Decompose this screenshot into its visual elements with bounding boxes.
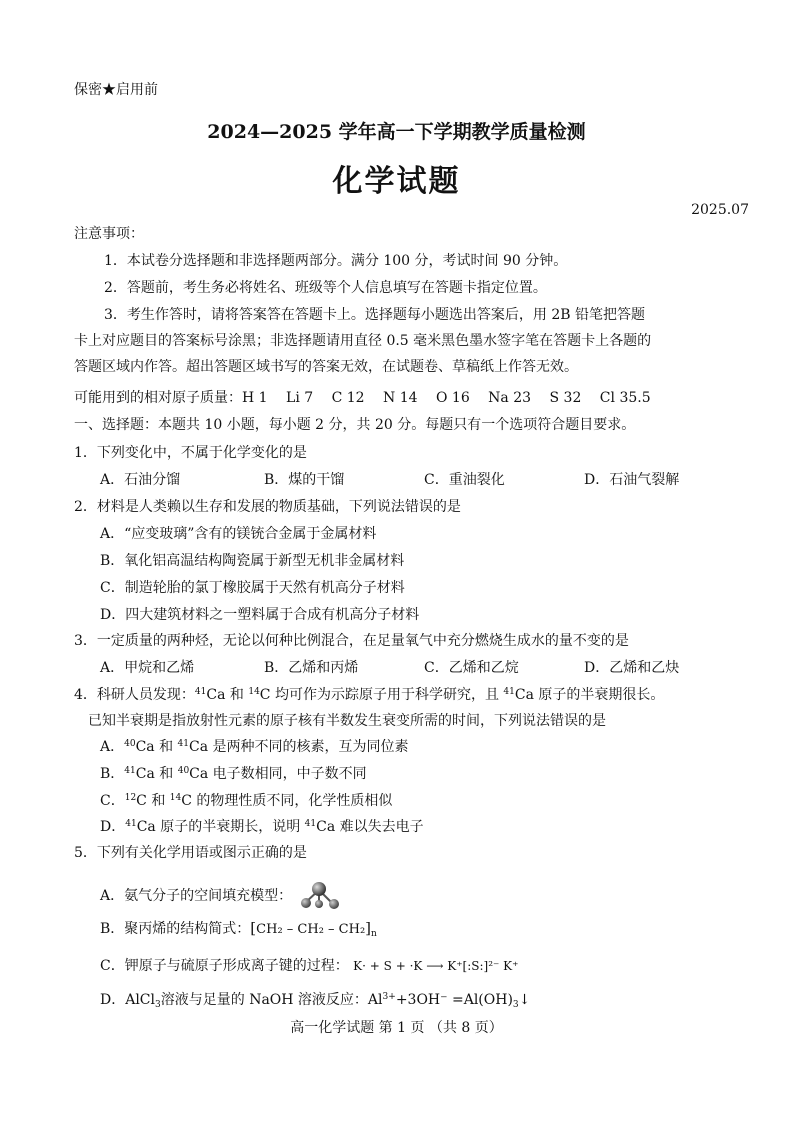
question-1-option-a: A．石油分馏 (100, 472, 181, 488)
exam-date: 2025.07 (691, 202, 749, 218)
bracket-left: [ (250, 919, 257, 937)
option-d-middle: 溶液与足量的 NaOH 溶液反应：Al (160, 992, 383, 1008)
option-c-text: 的物理性质不同，化学性质相似 (191, 793, 393, 809)
question-2-stem: 2．材料是人类赖以生存和发展的物质基础，下列说法错误的是 (74, 499, 461, 515)
notice-item-3-line-3: 答题区域内作答。超出答题区域书写的答案无效，在试题卷、草稿纸上作答无效。 (74, 359, 578, 375)
option-d-label: D．AlCl (100, 992, 156, 1008)
question-5-option-d (100, 990, 530, 1010)
degree-n: n (371, 929, 377, 939)
subject-title: 化学试题 (332, 164, 461, 199)
question-2-option-d: D．四大建筑材料之一塑料属于合成有机高分子材料 (100, 607, 420, 623)
question-1-option-b: B．煤的干馏 (264, 472, 345, 488)
question-3-option-a: A．甲烷和乙烯 (100, 660, 195, 676)
potassium-atom: K (353, 959, 363, 973)
question-2-option-a: A．“应变玻璃”含有的镁铳合金属于金属材料 (100, 526, 377, 542)
option-b-text: 电子数相同，中子数不同 (208, 766, 367, 782)
element-c: C (259, 687, 271, 703)
question-2-option-b: B．氧化铝高温结构陶瓷属于新型无机非金属材料 (100, 553, 405, 569)
option-d-equation: +3OH⁻ =Al(OH) (395, 992, 513, 1008)
valence-electron-dot: · (409, 959, 414, 973)
isotope-mass-14: 14 (169, 793, 182, 803)
element-ca: Ca (136, 819, 156, 835)
question-4-stem-line-1 (74, 685, 664, 705)
isotope-mass-40: 40 (124, 739, 136, 749)
q4-stem-intro: 4．科研人员发现： (74, 687, 195, 703)
element-c: C (181, 793, 192, 809)
precipitate-arrow-icon: ↓ (518, 992, 531, 1008)
question-3-option-c: C．乙烯和乙烷 (424, 660, 519, 676)
option-a-text: 是两种不同的核素，互为同位素 (208, 739, 409, 755)
isotope-mass-41: 41 (503, 687, 515, 697)
option-a-label: A． (100, 739, 125, 755)
question-3-option-b: B．乙烯和丙烯 (264, 660, 359, 676)
reaction-arrow-icon: ⟶ (426, 959, 444, 973)
question-4-stem-line-2: 已知半衰期是指放射性元素的原子核有半数发生衰变所需的时间，下列说法错误的是 (88, 713, 606, 729)
ionic-bond-formation: K· + S + ·K ⟶ K⁺[:S:]²⁻ K⁺ (353, 959, 519, 973)
question-1-option-c: C．重油裂化 (424, 472, 505, 488)
question-5-stem: 5．下列有关化学用语或图示正确的是 (74, 845, 307, 861)
element-ca: Ca (135, 766, 155, 782)
potassium-sulfide-product: K⁺[:S:]²⁻ K⁺ (447, 959, 519, 973)
option-b-text: B．聚丙烯的结构简式： (100, 921, 251, 937)
element-ca: Ca (206, 687, 226, 703)
option-d-label: D． (100, 819, 126, 835)
notice-heading: 注意事项： (74, 226, 144, 242)
q4-and: 和 (154, 766, 178, 782)
question-4-option-d (100, 817, 424, 837)
question-4-option-a (100, 737, 409, 757)
question-3-stem: 3．一定质量的两种烃，无论以何种比例混合，在足量氧气中充分燃烧生成水的量不变的是 (74, 633, 629, 649)
option-d-middle: 原子的半衰期长，说明 (155, 819, 305, 835)
polypropylene-formula: CH₂ – CH₂ – CH₂ (256, 922, 366, 937)
isotope-mass-14: 14 (248, 687, 260, 697)
option-c-text: C．钾原子与硫原子形成离子键的过程： (100, 958, 349, 974)
question-4-option-c (100, 791, 392, 811)
question-1-stem: 1．下列变化中，不属于化学变化的是 (74, 445, 307, 461)
subscript-3: 3 (155, 1000, 161, 1010)
element-c: C (136, 793, 147, 809)
q4-stem-middle: 均可作为示踪原子用于科学研究，且 (270, 687, 504, 703)
bracket-right: ] (365, 919, 372, 937)
notice-item-3-line-2: 卡上对应题目的答案标号涂黑；非选择题请用直径 0.5 毫米黑色墨水签字笔在答题卡上各题的 (74, 333, 652, 349)
isotope-mass-12: 12 (124, 793, 137, 803)
question-3-option-d: D．乙烯和乙炔 (584, 660, 680, 676)
sulfur-atom: S (383, 959, 392, 973)
exam-title: 2024—2025 学年高一下学期教学质量检测 (207, 121, 586, 143)
q4-and: 和 (154, 739, 178, 755)
question-4-option-b (100, 764, 367, 784)
isotope-mass-41: 41 (177, 739, 189, 749)
hydroxide-subscript: 3 (512, 1000, 519, 1010)
option-c-label: C． (100, 793, 125, 809)
aluminum-charge: 3+ (382, 992, 396, 1002)
isotope-mass-41: 41 (124, 766, 136, 776)
question-5-option-c (100, 956, 518, 976)
question-1-option-d: D．石油气裂解 (584, 472, 680, 488)
question-2-option-c: C．制造轮胎的氯丁橡胶属于天然有机高分子材料 (100, 580, 405, 596)
confidential-label: 保密★启用前 (74, 82, 158, 98)
q4-and: 和 (146, 793, 170, 809)
question-5-option-a (100, 880, 343, 912)
notice-item-3-line-1: 3．考生作答时，请将答案答在答题卡上。选择题每小题选出答案后，用 2B 铅笔把答题 (104, 307, 646, 323)
element-ca: Ca (189, 739, 209, 755)
element-ca: Ca (189, 766, 209, 782)
ammonia-space-filling-model-icon (297, 880, 343, 912)
isotope-mass-41: 41 (304, 819, 317, 829)
element-ca: Ca (135, 739, 155, 755)
question-5-option-b (100, 918, 377, 940)
isotope-mass-40: 40 (177, 766, 190, 776)
isotope-mass-41: 41 (125, 819, 137, 829)
q4-and: 和 (225, 687, 249, 703)
valence-electron-dot: · (362, 959, 366, 973)
atomic-masses: 可能用到的相对原子质量：H 1 Li 7 C 12 N 14 O 16 Na 23 S 32 Cl 35.5 (74, 390, 651, 406)
potassium-atom: K (413, 959, 423, 973)
q4-stem-end: 原子的半衰期很长。 (533, 687, 665, 703)
element-ca: Ca (514, 687, 534, 703)
notice-item-1: 1．本试卷分选择题和非选择题两部分。满分 100 分，考试时间 90 分钟。 (104, 253, 568, 269)
element-ca: Ca (316, 819, 336, 835)
section-1-heading: 一、选择题：本题共 10 小题，每小题 2 分，共 20 分。每题只有一个选项符合题目要求。 (74, 417, 636, 433)
page-footer: 高一化学试题 第 1 页 （共 8 页） (290, 1020, 503, 1036)
option-d-text: 难以失去电子 (335, 819, 424, 835)
option-a-text: A．氨气分子的空间填充模型： (100, 888, 293, 904)
isotope-mass-41: 41 (194, 687, 207, 697)
option-b-label: B． (100, 766, 125, 782)
notice-item-2: 2．答题前，考生务必将姓名、班级等个人信息填写在答题卡指定位置。 (104, 280, 547, 296)
